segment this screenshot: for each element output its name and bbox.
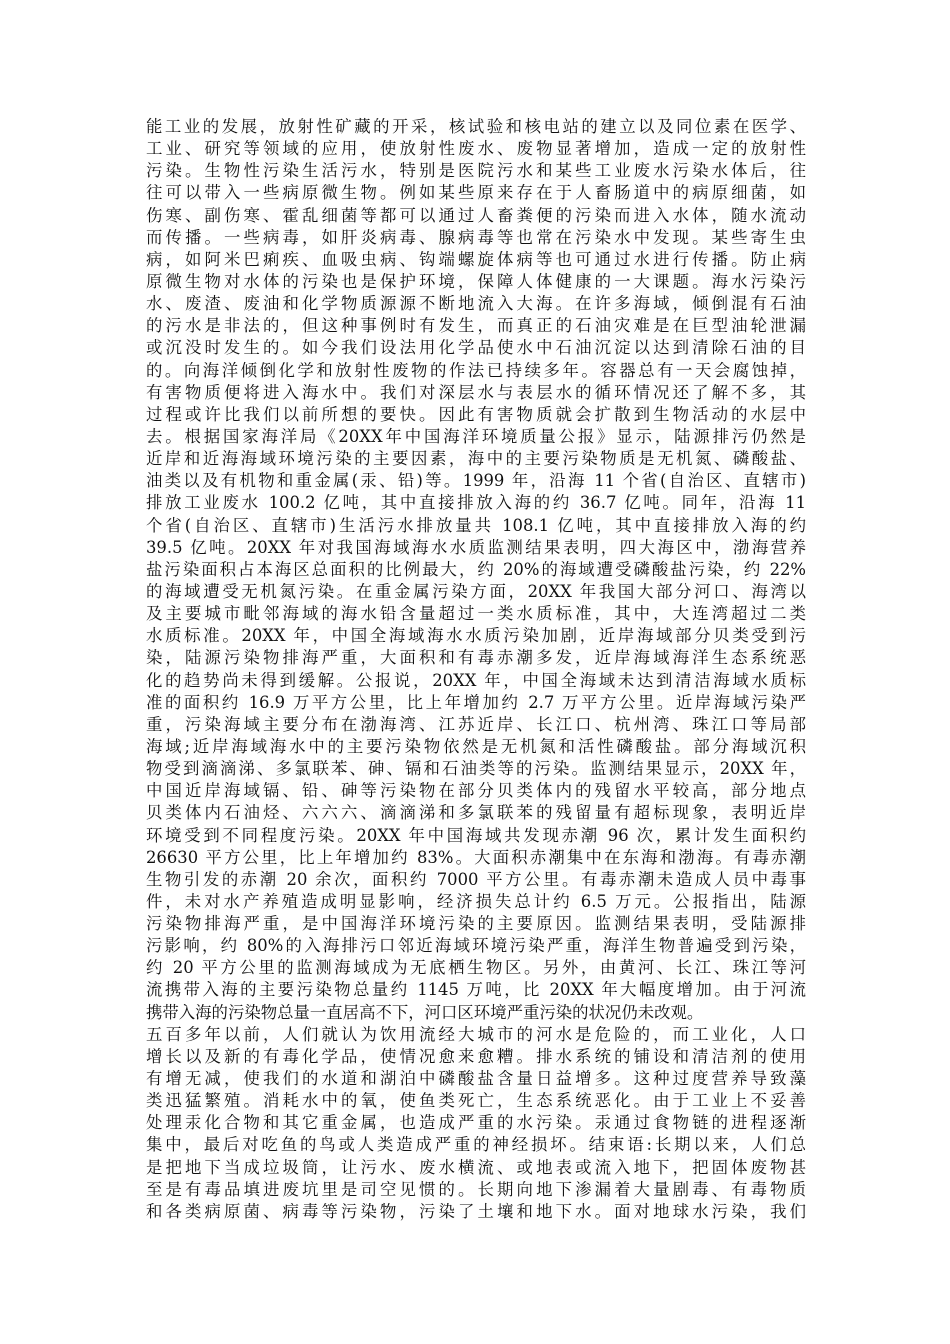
text-line: 处理汞化合物和其它重金属，也造成严重的水污染。汞通过食物链的进程逐渐 — [146, 1113, 806, 1133]
text-line: 的。向海洋倾倒化学和放射性废物的作法已持续多年。容器总有一天会腐蚀掉， — [146, 360, 806, 380]
text-line: 类迅猛繁殖。消耗水中的氧，使鱼类死亡，生态系统恶化。由于工业上不妥善 — [146, 1091, 806, 1111]
text-line: 盐污染面积占本海区总面积的比例最大，约 20%的海域遭受磷酸盐污染，约 22% — [146, 559, 806, 579]
text-line: 贝类体内石油烃、六六六、滴滴涕和多氯联苯的残留量有超标现象，表明近岸 — [146, 803, 806, 823]
text-line: 五百多年以前，人们就认为饮用流经大城市的河水是危险的，而工业化，人口 — [146, 1024, 806, 1044]
text-line: 和各类病原菌、病毒等污染物，污染了土壤和地下水。面对地球水污染，我们 — [146, 1201, 806, 1221]
text-line: 生物引发的赤潮 20 余次，面积约 7000 平方公里。有毒赤潮未造成人员中毒事 — [146, 869, 806, 889]
text-line: 排放工业废水 100.2 亿吨，其中直接排放入海的约 36.7 亿吨。同年，沿海 11 — [146, 493, 806, 513]
text-line: 近岸和近海海域环境污染的主要因素，海中的主要污染物质是无机氮、磷酸盐、 — [146, 449, 806, 469]
text-line: 染，陆源污染物排海严重，大面积和有毒赤潮多发，近岸海域海洋生态系统恶 — [146, 648, 806, 668]
text-line: 油类以及有机物和重金属(汞、铅)等。1999 年，沿海 11 个省(自治区、直辖市) — [146, 471, 806, 491]
text-line: 原微生物对水体的污染也是保护环境，保障人体健康的一大课题。海水污染污 — [146, 271, 806, 291]
text-line: 伤寒、副伤寒、霍乱细菌等都可以通过人畜粪便的污染而进入水体，随水流动 — [146, 205, 806, 225]
text-line: 水、废渣、废油和化学物质源源不断地流入大海。在许多海域，倾倒混有石油 — [146, 294, 806, 314]
text-line: 及主要城市毗邻海域的海水铅含量超过一类水质标准，其中，大连湾超过二类 — [146, 604, 806, 624]
text-line: 约 20 平方公里的监测海域成为无底栖生物区。另外，由黄河、长江、珠江等河 — [146, 958, 806, 978]
text-line: 物受到滴滴涕、多氯联苯、砷、镉和石油类等的污染。监测结果显示，20XX 年， — [146, 759, 806, 779]
text-line: 携带入海的污染物总量一直居高不下，河口区环境严重污染的状况仍未改观。 — [146, 1002, 704, 1022]
text-line: 至是有毒品填进废坑里是司空见惯的。长期向地下渗漏着大量剧毒、有毒物质 — [146, 1179, 806, 1199]
text-line: 过程或许比我们以前所想的要快。因此有害物质就会扩散到生物活动的水层中 — [146, 404, 806, 424]
text-line: 水质标准。20XX 年，中国全海域海水水质污染加剧，近岸海域部分贝类受到污 — [146, 626, 806, 646]
text-line: 能工业的发展，放射性矿藏的开采，核试验和核电站的建立以及同位素在医学、 — [146, 117, 806, 136]
text-line: 集中，最后对吃鱼的鸟或人类造成严重的神经损坏。结束语:长期以来，人们总 — [146, 1135, 806, 1155]
text-line: 准的面积约 16.9 万平方公里，比上年增加约 2.7 万平方公里。近岸海域污染严 — [146, 692, 806, 712]
text-line: 件，未对水产养殖造成明显影响，经济损失总计约 6.5 万元。公报指出，陆源 — [146, 891, 806, 911]
text-line: 污影响，约 80%的入海排污口邻近海域环境污染严重，海洋生物普遍受到污染， — [146, 936, 806, 956]
text-line: 的海域遭受无机氮污染。在重金属污染方面，20XX 年我国大部分河口、海湾以 — [146, 581, 806, 601]
text-line: 增长以及新的有毒化学品，使情况愈来愈糟。排水系统的铺设和清洁剂的使用 — [146, 1046, 806, 1066]
text-line: 有害物质便将进入海水中。我们对深层水与表层水的循环情况还了解不多，其 — [146, 382, 806, 402]
text-line: 是把地下当成垃圾筒，让污水、废水横流、或地表或流入地下，把固体废物甚 — [146, 1157, 806, 1177]
text-line: 流携带入海的主要污染物总量约 1145 万吨，比 20XX 年大幅度增加。由于河流 — [146, 980, 806, 1000]
text-line: 污染物排海严重，是中国海洋环境污染的主要原因。监测结果表明，受陆源排 — [146, 914, 806, 934]
text-line: 往可以带入一些病原微生物。例如某些原来存在于人畜肠道中的病原细菌，如 — [146, 183, 806, 203]
document-body — [146, 116, 806, 1223]
text-line: 的污水是非法的，但这种事例时有发生，而真正的石油灾难是在巨型油轮泄漏 — [146, 316, 806, 336]
text-line: 污染。生物性污染生活污水，特别是医院污水和某些工业废水污染水体后，往 — [146, 161, 806, 181]
text-line: 有增无减，使我们的水道和湖泊中磷酸盐含量日益增多。这种过度营养导致藻 — [146, 1069, 806, 1089]
text-line: 而传播。一些病毒，如肝炎病毒、腺病毒等也常在污染水中发现。某些寄生虫 — [146, 227, 806, 247]
text-line: 去。根据国家海洋局《20XX年中国海洋环境质量公报》显示，陆源排污仍然是 — [146, 426, 806, 446]
text-line: 病，如阿米巴痢疾、血吸虫病、钩端螺旋体病等也可通过水进行传播。防止病 — [146, 249, 806, 269]
text-line: 海域;近岸海域海水中的主要污染物依然是无机氮和活性磷酸盐。部分海域沉积 — [146, 736, 806, 756]
text-line: 或沉没时发生的。如今我们设法用化学品使水中石油沉淀以达到清除石油的目 — [146, 338, 806, 358]
text-line: 中国近岸海域镉、铅、砷等污染物在部分贝类体内的残留水平较高，部分地点 — [146, 781, 806, 801]
text-line: 26630 平方公里，比上年增加约 83%。大面积赤潮集中在东海和渤海。有毒赤潮 — [146, 847, 806, 867]
text-line: 工业、研究等领域的应用，使放射性废水、废物显著增加，造成一定的放射性 — [146, 139, 806, 159]
text-line: 化的趋势尚未得到缓解。公报说，20XX 年，中国全海域未达到清洁海域水质标 — [146, 670, 806, 690]
text-line: 环境受到不同程度污染。20XX 年中国海域共发现赤潮 96 次，累计发生面积约 — [146, 825, 806, 845]
text-line: 重，污染海域主要分布在渤海湾、江苏近岸、长江口、杭州湾、珠江口等局部 — [146, 714, 806, 734]
text-line: 个省(自治区、直辖市)生活污水排放量共 108.1 亿吨，其中直接排放入海的约 — [146, 515, 806, 535]
text-line: 39.5 亿吨。20XX 年对我国海域海水水质监测结果表明，四大海区中，渤海营养 — [146, 537, 806, 557]
